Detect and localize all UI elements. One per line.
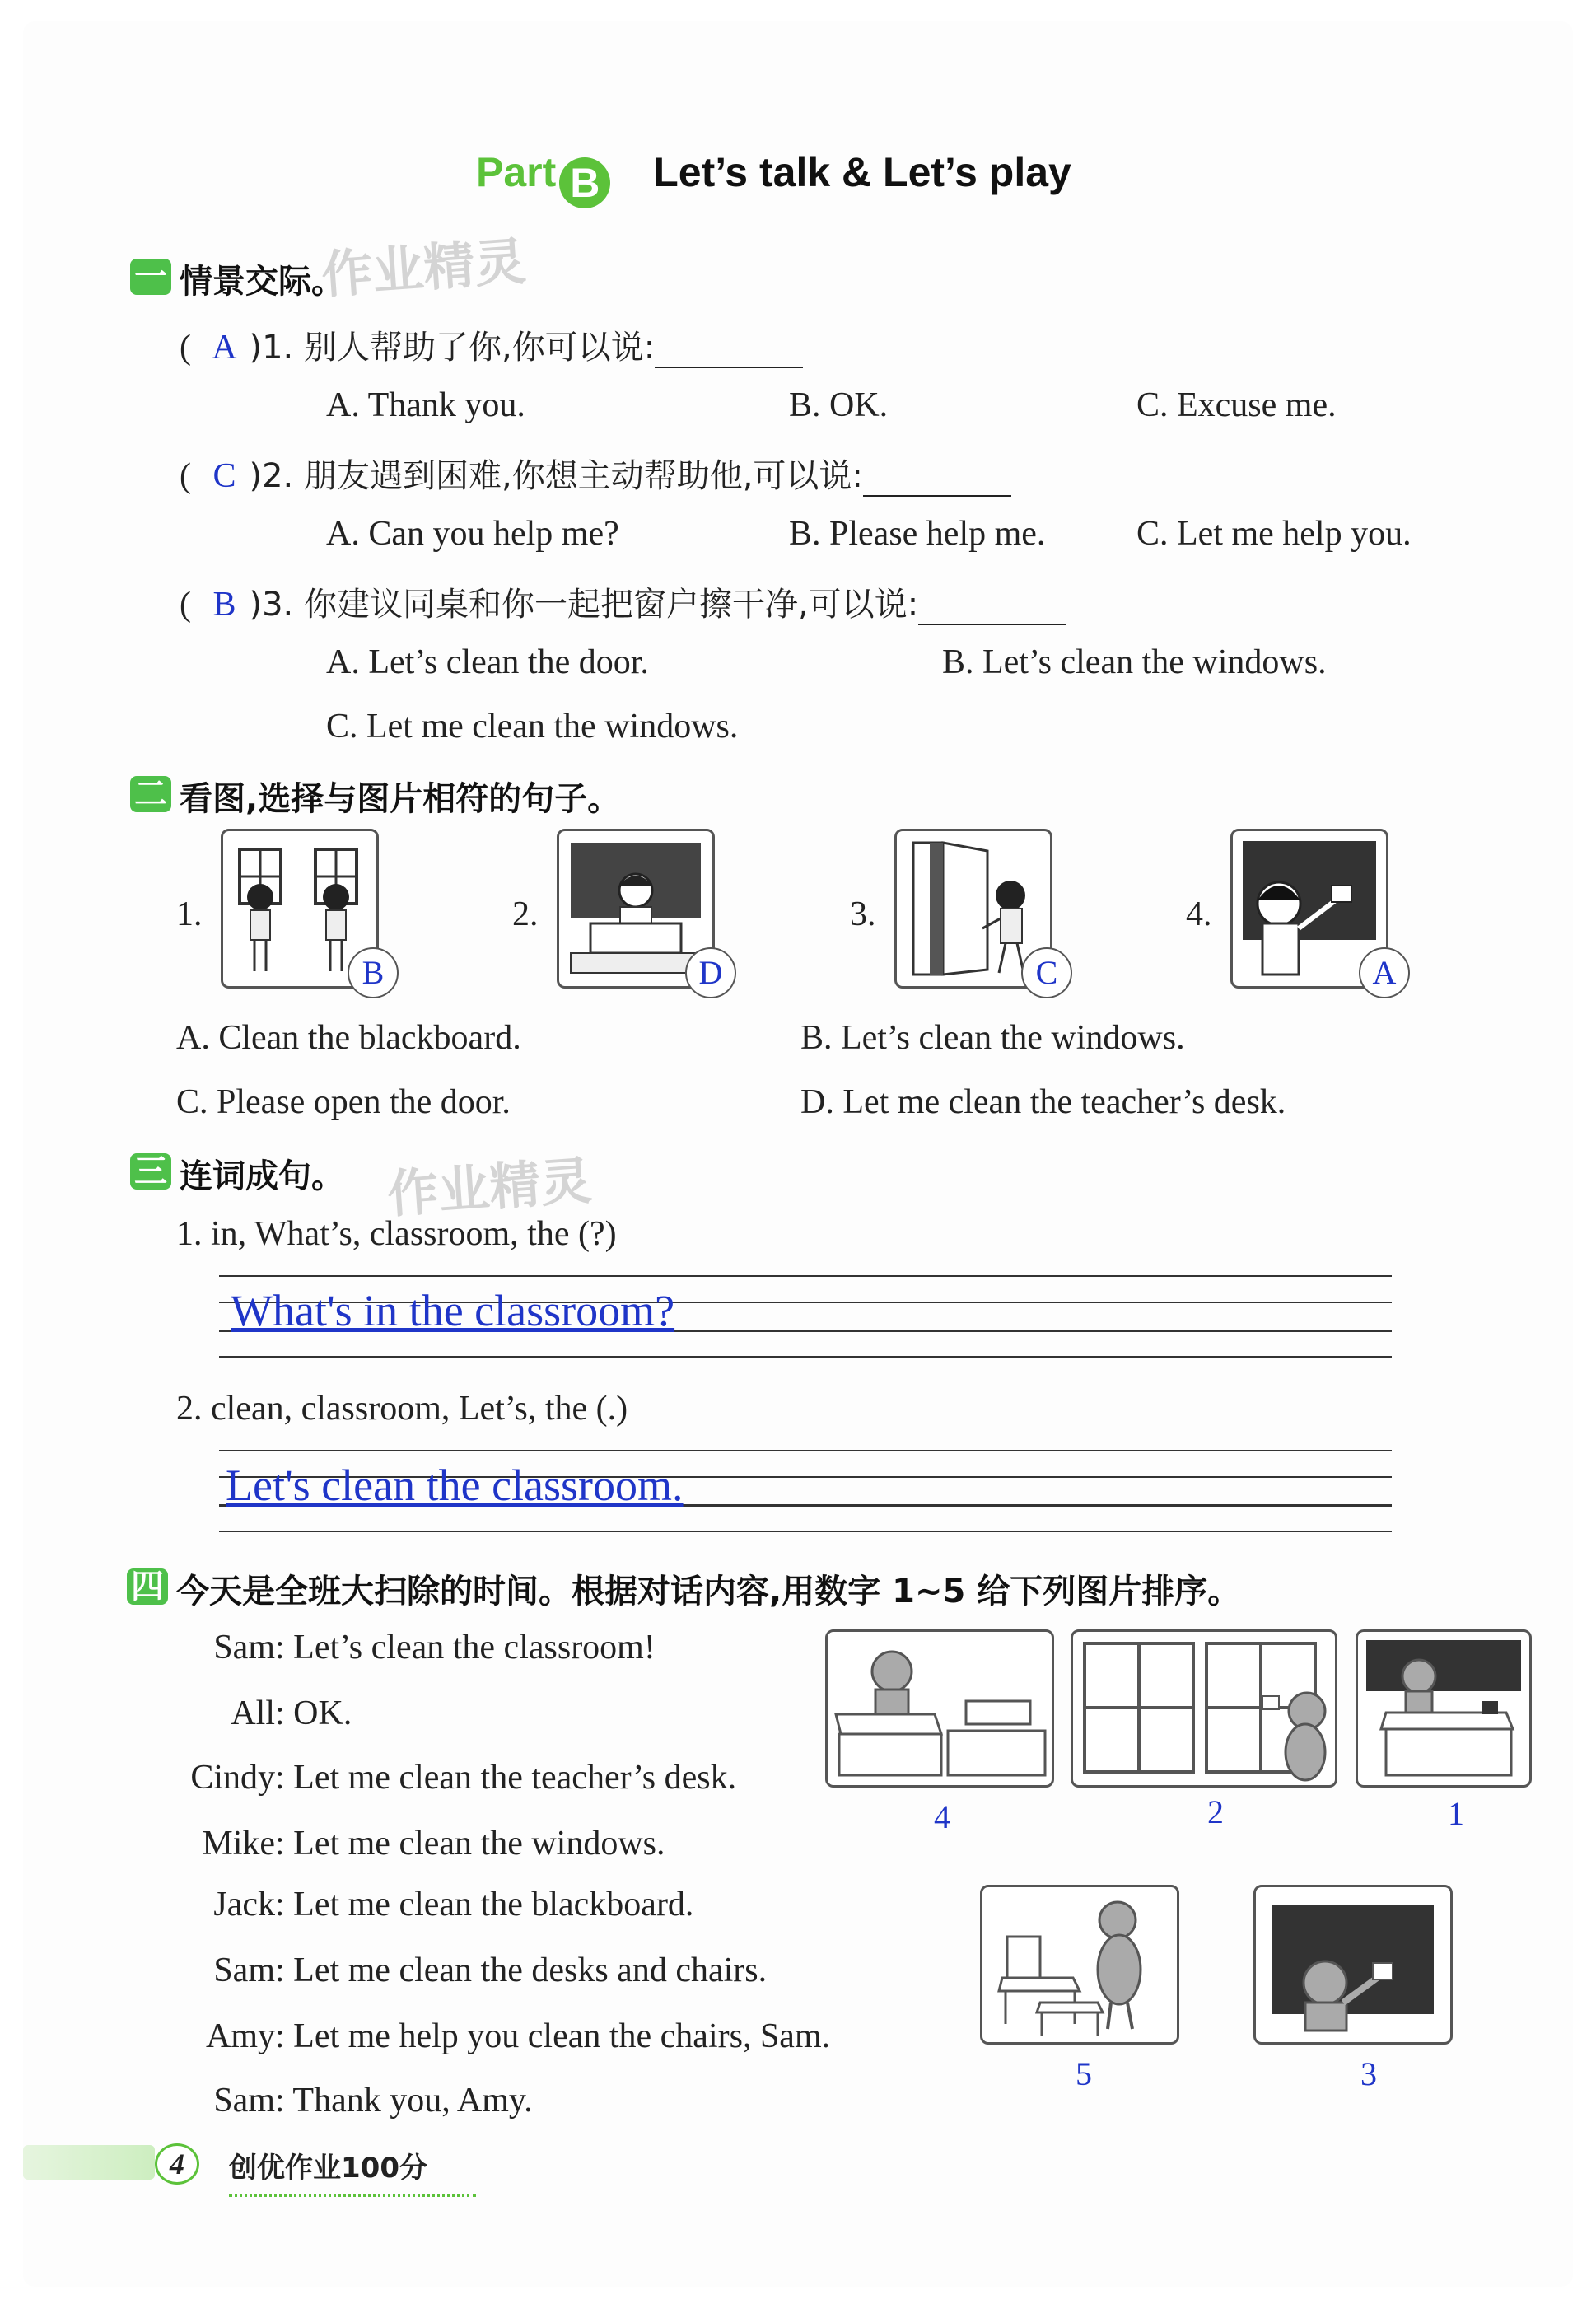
scene-teacher-desk-front — [1356, 1629, 1532, 1788]
question-3: ( B )3. 你建议同桌和你一起把窗户擦干净,可以说: — [180, 578, 1066, 625]
written-answer: Let's clean the classroom. — [226, 1461, 684, 1510]
section-badge: 四 — [127, 1568, 168, 1605]
section-title: 连词成句。 — [180, 1157, 344, 1195]
question-stem: )2. 朋友遇到困难,你想主动帮助他,可以说: — [249, 457, 863, 495]
order-number: 1 — [1448, 1795, 1464, 1832]
picture-number: 2. — [512, 895, 539, 933]
section-badge: 二 — [130, 776, 171, 812]
dialogue-line: Sam: Thank you, Amy. — [148, 2081, 533, 2120]
sentence-prompt: 2. clean, classroom, Let’s, the (.) — [176, 1390, 628, 1428]
writing-line — [219, 1450, 1392, 1451]
watermark: 作业精灵 — [320, 231, 528, 306]
section-title: 看图,选择与图片相符的句子。 — [180, 780, 621, 818]
sentence-prompt: 1. in, What’s, classroom, the (?) — [176, 1215, 617, 1253]
order-number: 2 — [1207, 1793, 1224, 1830]
dialogue-line: Mike: Let me clean the windows. — [148, 1824, 665, 1863]
question-2: ( C )2. 朋友遇到困难,你想主动帮助他,可以说: — [180, 450, 1011, 497]
written-answer: What's in the classroom? — [231, 1286, 675, 1335]
line-text: Let me clean the desks and chairs. — [293, 1951, 768, 1989]
option: A. Can you help me? — [326, 515, 619, 553]
student-cleaning-windows-icon — [1073, 1632, 1335, 1785]
option: A. Thank you. — [326, 386, 525, 424]
option: A. Let’s clean the door. — [326, 643, 649, 681]
option: C. Please open the door. — [176, 1083, 511, 1121]
part-label: Part — [476, 149, 557, 195]
order-number: 5 — [1076, 2055, 1092, 2092]
student-at-teacher-desk-icon — [1358, 1632, 1529, 1785]
student-cleaning-desk-icon — [828, 1632, 1052, 1785]
answer-blank — [918, 594, 1066, 625]
option: C. Excuse me. — [1136, 386, 1337, 424]
speaker: All — [231, 1694, 275, 1732]
picture-number: 3. — [850, 895, 876, 933]
picture-number: 1. — [176, 895, 203, 933]
writing-line — [219, 1356, 1392, 1358]
line-text: OK. — [293, 1694, 352, 1732]
scene-teacher-desk — [825, 1629, 1054, 1788]
answer-circle: A — [1359, 947, 1410, 998]
dialogue-line: Jack: Let me clean the blackboard. — [148, 1885, 693, 1924]
dialogue-line: Sam: Let’s clean the classroom! — [148, 1628, 656, 1667]
option: D. Let me clean the teacher’s desk. — [800, 1083, 1286, 1121]
writing-line — [219, 1531, 1392, 1532]
book-title: 创优作业100分 — [229, 2152, 427, 2185]
writing-line — [219, 1275, 1392, 1277]
answer-circle: B — [348, 947, 399, 998]
answer-mark: C — [212, 457, 236, 495]
answer-mark: B — [212, 586, 236, 624]
option: B. Please help me. — [789, 515, 1046, 553]
page-number: 4 — [170, 2148, 184, 2180]
scene-blackboard — [1253, 1885, 1453, 2045]
order-number: 4 — [934, 1798, 950, 1835]
order-number: 3 — [1360, 2055, 1377, 2092]
line-text: Thank you, Amy. — [292, 2082, 533, 2120]
scene-windows — [1071, 1629, 1337, 1788]
answer-blank — [655, 337, 803, 368]
option: B. Let’s clean the windows. — [800, 1019, 1185, 1057]
question-stem: )3. 你建议同桌和你一起把窗户擦干净,可以说: — [249, 586, 919, 624]
speaker: Sam — [213, 2082, 275, 2120]
speaker: Amy — [206, 2017, 275, 2055]
question-1: ( A )1. 别人帮助了你,你可以说: — [180, 321, 803, 368]
option: C. Let me help you. — [1136, 515, 1412, 553]
lesson-title: Let’s talk & Let’s play — [653, 149, 1071, 195]
section-badge: 三 — [130, 1153, 171, 1190]
section-badge: 一 — [130, 259, 171, 295]
speaker: Sam — [213, 1951, 275, 1989]
page-title — [476, 148, 1071, 208]
part-letter-badge: B — [559, 157, 610, 208]
dialogue-line: Amy: Let me help you clean the chairs, Sam. — [148, 2017, 830, 2056]
student-cleaning-chairs-icon — [982, 1887, 1177, 2042]
page-number-badge — [155, 2143, 199, 2185]
option: B. OK. — [789, 386, 889, 424]
student-cleaning-blackboard-icon — [1256, 1887, 1450, 2042]
section-title: 今天是全班大扫除的时间。根据对话内容,用数字 1~5 给下列图片排序。 — [176, 1573, 1241, 1610]
footer-dotted-line — [229, 2194, 476, 2197]
footer-bar — [23, 2145, 155, 2180]
speaker: Jack — [213, 1886, 275, 1923]
question-stem: )1. 别人帮助了你,你可以说: — [249, 329, 656, 367]
dialogue-line: Sam: Let me clean the desks and chairs. — [148, 1951, 767, 1990]
speaker: Sam — [213, 1629, 275, 1666]
dialogue-line: All: OK. — [148, 1694, 352, 1733]
dialogue-line: Cindy: Let me clean the teacher’s desk. — [148, 1758, 736, 1797]
watermark: 作业精灵 — [385, 1150, 594, 1225]
line-text: Let’s clean the classroom! — [293, 1629, 656, 1666]
section-title: 情景交际。 — [180, 263, 344, 301]
answer-mark: A — [212, 329, 237, 367]
speaker: Cindy — [190, 1759, 275, 1797]
answer-circle: D — [685, 947, 736, 998]
line-text: Let me clean the blackboard. — [293, 1886, 694, 1923]
line-text: Let me help you clean the chairs, Sam. — [293, 2017, 831, 2055]
picture-number: 4. — [1186, 895, 1212, 933]
answer-blank — [863, 465, 1011, 497]
speaker: Mike — [202, 1825, 275, 1863]
answer-circle: C — [1021, 947, 1072, 998]
line-text: Let me clean the teacher’s desk. — [293, 1759, 737, 1797]
option: A. Clean the blackboard. — [176, 1019, 521, 1057]
option: C. Let me clean the windows. — [326, 708, 739, 746]
scene-desks-chairs — [980, 1885, 1179, 2045]
line-text: Let me clean the windows. — [293, 1825, 665, 1863]
option: B. Let’s clean the windows. — [942, 643, 1327, 681]
